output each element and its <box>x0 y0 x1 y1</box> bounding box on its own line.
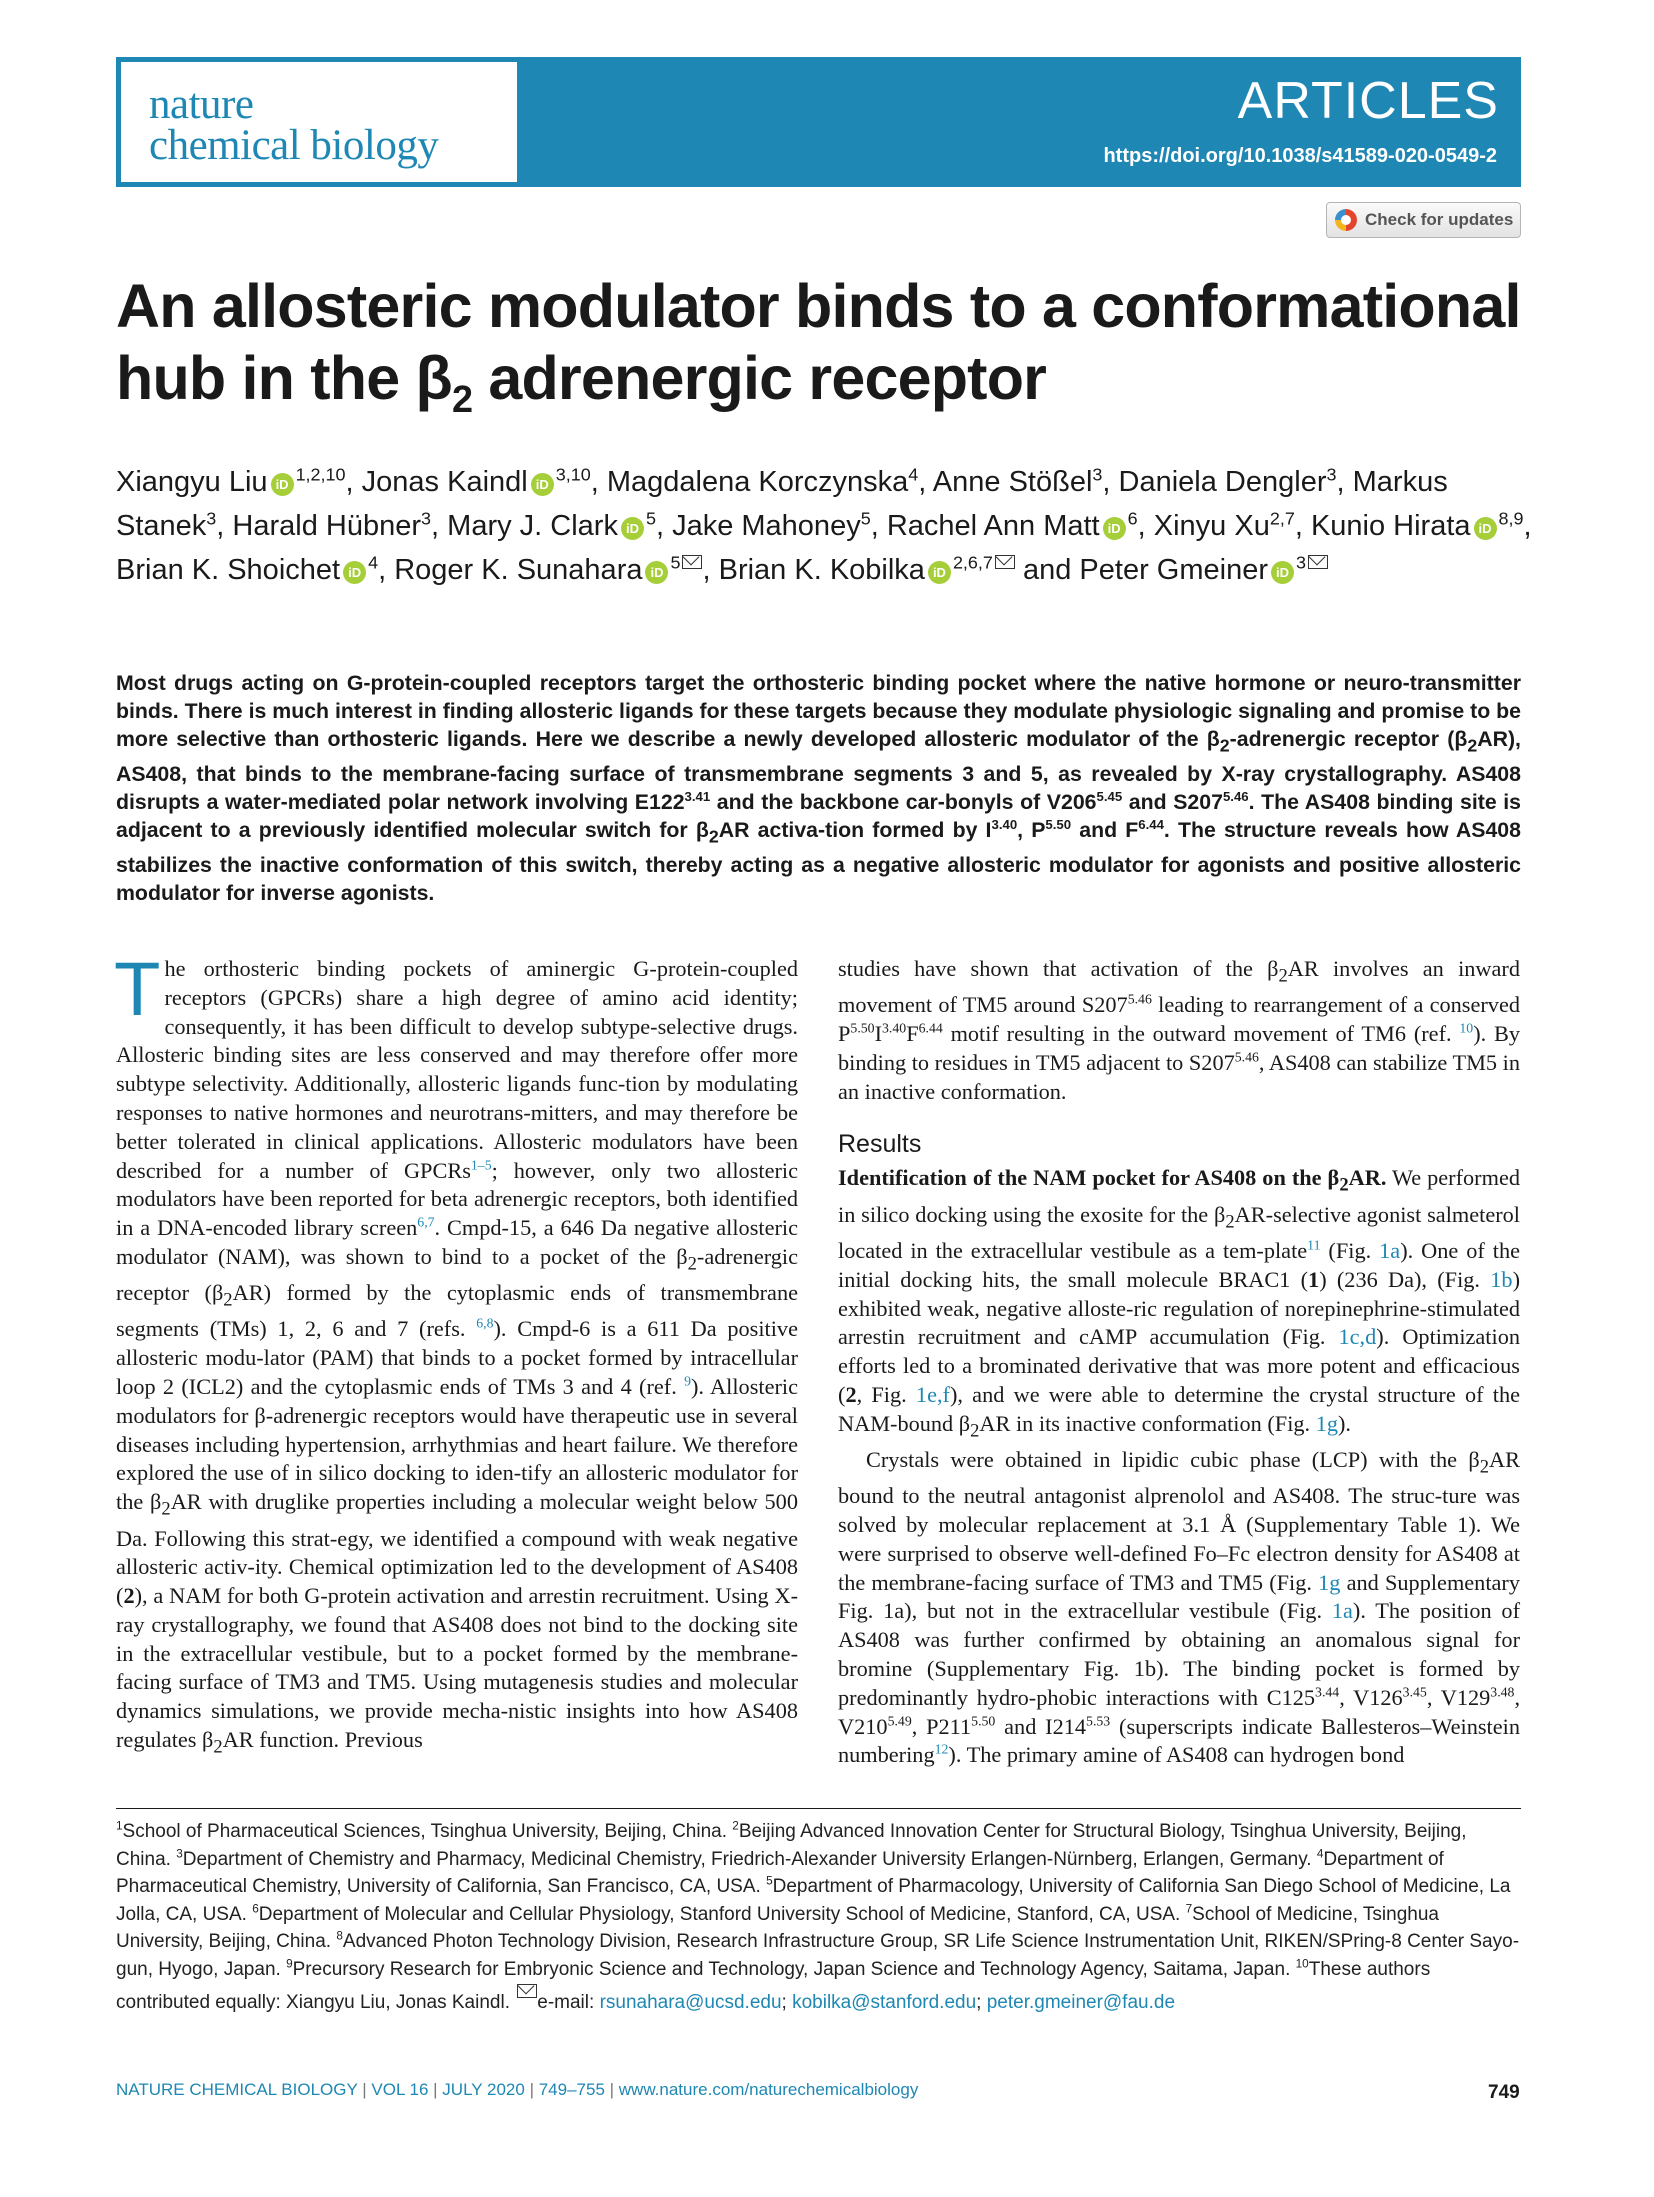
article-title <box>116 270 1536 422</box>
results-subheading: Identification of the NAM pocket for AS408 on the $\beta_2AR$. <box>838 1165 1387 1196</box>
author-name[interactable]: Xiangyu Liu <box>116 466 268 498</box>
author-name[interactable]: Brian K. Kobilka <box>718 554 925 586</box>
author-name[interactable]: Daniela Dengler <box>1118 466 1327 498</box>
author-affiliation: 3,10 <box>555 464 591 485</box>
title-line-2-end: adrenergic receptor <box>472 344 1047 412</box>
title-line-1: An allosteric modulator binds to a conformational <box>116 272 1521 340</box>
intro-continuation: studies have shown that activation of the $\beta_2AR$ involves an inward movement of TM5 around $S207^{5.46}$ leading to rearrangement of a conserved $P^{5.50}I^{3.40}F^{6.44}$ motif resulting in the outward movement of TM6 (ref. $^{10}$). By binding to residues in TM5 adjacent to $S207^{5.46}$, AS408 can stabilize TM5 in an inactive conformation. <box>838 956 1521 1104</box>
journal-logo-box <box>121 62 517 182</box>
abstract: Most drugs acting on G-protein-coupled receptors target the orthosteric binding pocket where the native hormone or neuro-transmitter binds. There is much interest in finding allosteric ligands for these targets because they modulate physiologic signaling and promise to be more selective than orthosteric ligands. Here we describe a newly developed allosteric modulator of the $\beta_2$-adrenergic receptor $(\beta_2AR)$, AS408, that binds to the membrane-facing surface of transmembrane segments 3 and 5, as revealed by X-ray crystallography. AS408 disrupts a water-mediated polar network involving $E122^{3.41}$ and the backbone car-bonyls of $V206^{5.45}$ and $S207^{5.46}$. The AS408 binding site is adjacent to a previously identified molecular switch for $\beta_2AR$ activa-tion formed by $I^{3.40}$, $P^{5.50}$ and $F^{6.44}$. The structure reveals how AS408 stabilizes the inactive conformation of this switch, thereby acting as a negative allosteric modulator for agonists and positive allosteric modulator for inverse agonists. <box>116 671 1522 905</box>
author-name[interactable]: Xinyu Xu <box>1153 510 1270 542</box>
crossmark-icon <box>1335 209 1357 231</box>
author <box>394 554 702 586</box>
author-affiliation: 3 <box>206 508 217 529</box>
page-footer <box>116 2080 918 2100</box>
author-name[interactable]: Jake Mahoney <box>672 510 861 542</box>
author-name[interactable]: Brian K. Shoichet <box>116 554 341 586</box>
footer-separator: | <box>433 2080 443 2099</box>
author <box>1154 510 1295 542</box>
orcid-icon[interactable]: iD <box>621 517 644 540</box>
author <box>1079 554 1328 586</box>
author-name[interactable]: Kunio Hirata <box>1310 510 1471 542</box>
orcid-icon[interactable]: iD <box>343 561 366 584</box>
footer-date: JULY 2020 <box>442 2080 525 2099</box>
footer-separator: | <box>609 2080 619 2099</box>
author-list: Xiangyu Liu iD$^{1,2,10}$, Jonas Kaindl iD$^{3,10}$, Magdalena Korczynska$^4$, Anne Stößel$^3$, Daniela Dengler$^3$, Markus Stanek$^3$, Harald Hübner$^3$, Mary J. Clark $iD^5$, Jake Mahoney$^5$, Rachel Ann Matt $iD^6$, Xinyu Xu$^{2,7}$, Kunio Hirata iD$^{8,9}$, Brian K. Shoichet $iD^4$, Roger K. Sunahara $iD^5$ , Brian K. Kobilka iD$^{2,6,7}$ and Peter Gmeiner $iD^3$ <box>116 464 1532 586</box>
footer-volume: VOL 16 <box>371 2080 429 2099</box>
author-affiliation: 4 <box>908 464 919 485</box>
envelope-icon[interactable] <box>682 555 702 569</box>
orcid-icon[interactable]: iD <box>271 473 294 496</box>
results-paragraph-1-text: We performed in silico docking using the exosite for the $\beta_2AR$-selective agonist salmeterol located in the extracellular vestibule as a tem-plate$^{11}$ (Fig. 1a). One of the initial docking hits, the small molecule BRAC1 (1) (236 Da), (Fig. 1b) exhibited weak, negative alloste-ric regulation of norepinephrine-stimulated arrestin recruitment and cAMP accumulation (Fig. 1c,d). Optimization efforts led to a brominated derivative that was more potent and efficacious (2, Fig. 1e,f), and we were able to determine the crystal structure of the NAM-bound $\beta_2AR$ in its inactive conformation (Fig. 1g). <box>838 1165 1520 1442</box>
author-affiliation: 4 <box>368 552 379 573</box>
orcid-icon[interactable]: iD <box>531 473 554 496</box>
journal-banner <box>116 57 1521 187</box>
author-name[interactable]: Rachel Ann Matt <box>886 510 1100 542</box>
results-paragraph-1 <box>838 1164 1520 1446</box>
body-column-right <box>838 955 1520 1770</box>
title-line-2 <box>116 342 1536 422</box>
orcid-icon[interactable]: iD <box>1271 561 1294 584</box>
author-affiliation: 5 <box>860 508 871 529</box>
footer-url[interactable]: www.nature.com/naturechemicalbiology <box>618 2080 919 2099</box>
footer-separator: | <box>362 2080 372 2099</box>
author <box>887 510 1138 542</box>
results-heading: Results <box>838 1130 922 1159</box>
author-affiliation: 5 <box>670 552 681 573</box>
doi-link[interactable]: https://doi.org/10.1038/s41589-020-0549-2 <box>1103 145 1497 167</box>
drop-cap: T <box>114 947 161 1032</box>
author-affiliation: 3 <box>421 508 432 529</box>
author-affiliation: 2,7 <box>1269 508 1295 529</box>
author-affiliation: 3 <box>1092 464 1103 485</box>
check-for-updates-label: Check for updates <box>1365 210 1514 229</box>
journal-name-line2: chemical biology <box>149 122 439 169</box>
footer-journal: NATURE CHEMICAL BIOLOGY <box>116 2080 358 2099</box>
journal-logo[interactable] <box>149 81 439 169</box>
affiliations: $^1$School of Pharmaceutical Sciences, Tsinghua University, Beijing, China. $^2$Beijing Advanced Innovation Center for Structural Biology, Tsinghua University, Beijing, China. $^3$Department of Chemistry and Pharmacy, Medicinal Chemistry, Friedrich-Alexander University Erlangen-Nürnberg, Erlangen, Germany. $^4$Department of Pharmaceutical Chemistry, University of California, San Francisco, CA, USA. $^5$Department of Pharmacology, University of California San Diego School of Medicine, La Jolla, CA, USA. $^6$Department of Molecular and Cellular Physiology, Stanford University School of Medicine, Stanford, CA, USA. $^7$School of Medicine, Tsinghua University, Beijing, China. $^8$Advanced Photon Technology Division, Research Infrastructure Group, SR Life Science Instrumentation Unit, RIKEN/SPring-8 Center Sayo-gun, Hyogo, Japan. $^9$Precursory Research for Embryonic Science and Technology, Japan Science and Technology Agency, Saitama, Japan. $^{10}$These authors contributed equally: Xiangyu Liu, Jonas Kaindl. e-mail: rsunahara@ucsd.edu; kobilka@stanford.edu; peter.gmeiner@fau.de <box>116 1819 1520 2013</box>
orcid-icon[interactable]: iD <box>928 561 951 584</box>
envelope-icon[interactable] <box>995 555 1015 569</box>
results-paragraph-2: Crystals were obtained in lipidic cubic phase (LCP) with the $\beta_2AR$ bound to the neutral antagonist alprenolol and AS408. The struc-ture was solved by molecular replacement at 3.1 Å (Supplementary Table 1). We were surprised to observe well-defined Fo–Fc electron density for AS408 at the membrane-facing surface of TM3 and TM5 (Fig. 1g and Supplementary Fig. 1a), but not in the extracellular vestibule (Fig. 1a). The position of AS408 was further confirmed by obtaining an anomalous signal for bromine (Supplementary Fig. 1b). The binding pocket is formed by predominantly hydro-phobic interactions with $C125^{3.44}$, $V126^{3.45}$, $V129^{3.48}$, $V210^{5.49}$, $P211^{5.50}$ and $I214^{5.53}$ (superscripts indicate Ballesteros–Weinstein numbering$^{12}$). The primary amine of AS408 can hydrogen bond <box>838 1446 1521 1768</box>
author <box>607 466 918 498</box>
envelope-icon[interactable] <box>1308 555 1328 569</box>
author-affiliation: 2,6,7 <box>952 552 993 573</box>
author-name[interactable]: Mary J. Clark <box>447 510 618 542</box>
intro-paragraph <box>114 947 798 1762</box>
author <box>116 554 378 586</box>
journal-name-line1: nature <box>149 81 254 128</box>
title-subscript: 2 <box>451 379 473 422</box>
author <box>1311 510 1524 542</box>
page-number: 749 <box>1488 2082 1520 2103</box>
author <box>447 510 656 542</box>
orcid-icon[interactable]: iD <box>645 561 668 584</box>
orcid-icon[interactable]: iD <box>1103 517 1126 540</box>
author <box>232 510 431 542</box>
author-name[interactable]: Roger K. Sunahara <box>394 554 643 586</box>
author-affiliation: 1,2,10 <box>295 464 346 485</box>
intro-text: he orthosteric binding pockets of aminergic G-protein-coupled receptors (GPCRs) share a high degree of amino acid identity; consequently, it has been difficult to develop subtype-selective drugs. Allosteric binding sites are less conserved and may therefore offer more subtype selectivity. Additionally, allosteric ligands func-tion by modulating responses to native hormones and neurotrans-mitters, and may therefore be better tolerated in clinical applications. Allosteric modulators have been described for a number of GPCRs$^{1-5}$; however, only two allosteric modulators have been reported for beta adrenergic receptors, both identified in a DNA-encoded library screen$^{6,7}$. Cmpd-15, a 646 Da negative allosteric modulator (NAM), was shown to bind to a pocket of the $\beta_2$-adrenergic receptor $(\beta_2AR)$ formed by the cytoplasmic ends of transmembrane segments (TMs) 1, 2, 6 and 7 (refs. $^{6,8}$). Cmpd-6 is a 611 Da positive allosteric modu-lator (PAM) that binds to a pocket formed by intracellular loop 2 (ICL2) and the cytoplasmic ends of TMs 3 and 4 (ref. $^9$). Allosteric modulators for β-adrenergic receptors would have therapeutic use in several diseases including hypertension, arrhythmias and heart failure. We therefore explored the use of in silico docking to iden-tify an allosteric modulator for the $\beta_2AR$ with druglike properties including a molecular weight below 500 Da. Following this strat-egy, we identified a compound with weak negative allosteric activ-ity. Chemical optimization led to the development of AS408 (2), a NAM for both G-protein activation and arrestin recruitment. Using X-ray crystallography, we found that AS408 does not bind to the docking site in the extracellular vestibule, but to a pocket formed by the membrane-facing surface of TM3 and TM5. Using mutagenesis studies and molecular dynamics simulations, we provide mecha-nistic insights into how AS408 regulates $\beta_2AR$ function. Previous <box>116 956 798 1758</box>
author-conjunction: and <box>1022 554 1072 586</box>
title-line-2-start: hub in the β <box>116 344 452 412</box>
author <box>719 554 1015 586</box>
footer-separator: | <box>529 2080 539 2099</box>
author <box>933 466 1103 498</box>
author-affiliation: 8,9 <box>1498 508 1524 529</box>
author-affiliation: 3 <box>1296 552 1306 573</box>
author-affiliation: 5 <box>645 508 656 529</box>
author-affiliation: 6 <box>1127 508 1138 529</box>
author <box>362 466 591 498</box>
author-name[interactable]: Peter Gmeiner <box>1079 554 1268 586</box>
author-name[interactable]: Magdalena Korczynska <box>606 466 909 498</box>
affiliations-divider <box>116 1808 1521 1809</box>
author-affiliation: 3 <box>1326 464 1337 485</box>
author-name[interactable]: Jonas Kaindl <box>361 466 528 498</box>
author <box>116 466 346 498</box>
author-name[interactable]: Markus Stanek <box>116 466 1448 542</box>
check-for-updates-button[interactable] <box>1326 202 1521 238</box>
author-name[interactable]: Anne Stößel <box>932 466 1093 498</box>
orcid-icon[interactable]: iD <box>1474 517 1497 540</box>
section-label: ARTICLES <box>1237 72 1499 130</box>
author-name[interactable]: Harald Hübner <box>232 510 422 542</box>
footer-pages: 749–755 <box>538 2080 605 2099</box>
body-column-left <box>114 947 798 1762</box>
author <box>672 510 871 542</box>
author <box>1119 466 1337 498</box>
